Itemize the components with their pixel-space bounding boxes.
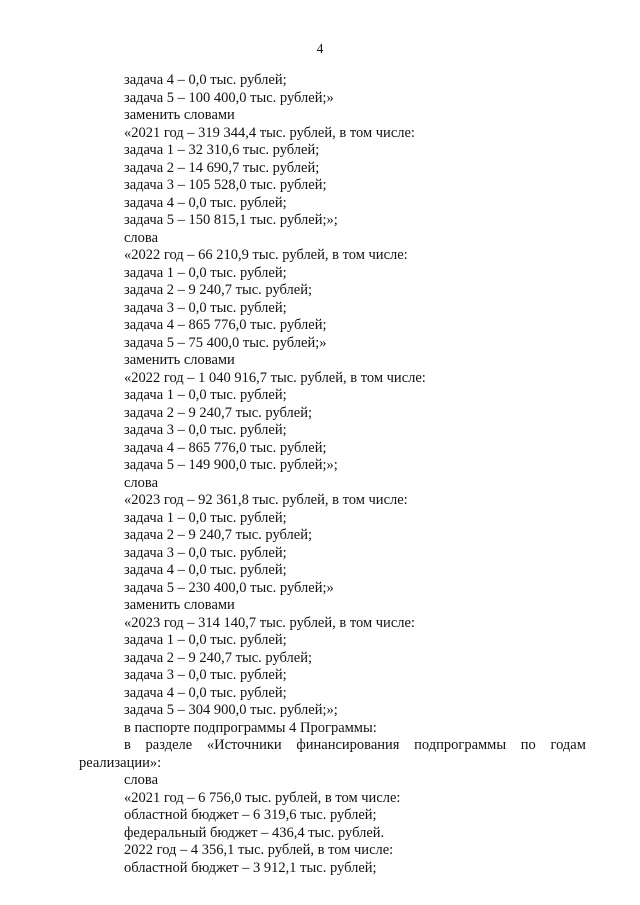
text-line-content: задача 1 – 32 310,6 тыс. рублей; [124, 142, 320, 158]
text-line-content: задача 2 – 9 240,7 тыс. рублей; [124, 527, 312, 543]
text-line-content: задача 5 – 100 400,0 тыс. рублей;» [124, 89, 334, 106]
justified-word: разделе [145, 737, 193, 753]
text-line [0, 475, 640, 493]
text-line-content: задача 3 – 0,0 тыс. рублей; [124, 299, 287, 316]
text-line-content: задача 1 – 0,0 тыс. рублей; [124, 632, 287, 648]
text-line [0, 667, 640, 685]
text-line-content: «2023 год – 92 361,8 тыс. рублей, в том числе: [124, 492, 408, 508]
text-line [0, 842, 640, 860]
text-line [0, 247, 640, 265]
text-line [0, 265, 640, 283]
text-line [0, 90, 640, 108]
text-line-content: задача 3 – 0,0 тыс. рублей; [124, 667, 287, 683]
text-line-content: задача 4 – 0,0 тыс. рублей; [124, 72, 287, 88]
text-line-content: задача 5 – 230 400,0 тыс. рублей;» [124, 579, 334, 596]
text-line-content: задача 1 – 0,0 тыс. рублей; [124, 264, 287, 281]
text-line [0, 772, 640, 790]
text-line-content: федеральный бюджет – 436,4 тыс. рублей. [124, 824, 385, 841]
text-line-content: задача 5 – 75 400,0 тыс. рублей;» [124, 334, 327, 351]
text-line [0, 457, 640, 475]
justified-word: подпрограммы [414, 737, 507, 753]
text-line [0, 597, 640, 615]
text-line-content: «2022 год – 1 040 916,7 тыс. рублей, в том числе: [124, 369, 426, 386]
text-line [0, 352, 640, 370]
text-line [0, 562, 640, 580]
text-line [0, 545, 640, 563]
text-line [0, 335, 640, 353]
text-line [0, 440, 640, 458]
text-line-content: задача 5 – 304 900,0 тыс. рублей;»; [124, 702, 338, 718]
text-line-content: задача 3 – 105 528,0 тыс. рублей; [124, 177, 327, 193]
text-line [0, 510, 640, 528]
text-line-content: задача 5 – 149 900,0 тыс. рублей;»; [124, 457, 338, 473]
text-line-content: областной бюджет – 6 319,6 тыс. рублей; [124, 807, 377, 823]
text-line-content: слова [124, 772, 159, 788]
text-line [0, 212, 640, 230]
text-line [0, 370, 640, 388]
text-line-content: задача 4 – 865 776,0 тыс. рублей; [124, 317, 327, 333]
page-number: 4 [316, 41, 324, 56]
text-line [0, 317, 640, 335]
text-line-content: в паспорте подпрограммы 4 Программы: [124, 719, 377, 736]
text-line-content: задача 2 – 9 240,7 тыс. рублей; [124, 404, 312, 421]
text-line [0, 125, 640, 143]
text-line [0, 685, 640, 703]
text-line [0, 790, 640, 808]
text-line [0, 860, 640, 878]
text-line [0, 142, 640, 160]
text-line-content: задача 1 – 0,0 тыс. рублей; [124, 509, 287, 526]
paragraph-continuation: реализации»: [79, 754, 162, 771]
text-line-content: слова [124, 474, 159, 491]
text-line [0, 632, 640, 650]
text-line-content: «2021 год – 319 344,4 тыс. рублей, в том числе: [124, 124, 415, 141]
text-line-content: задача 1 – 0,0 тыс. рублей; [124, 387, 287, 403]
text-line-content: «2022 год – 66 210,9 тыс. рублей, в том числе: [124, 247, 408, 263]
text-line-content: задача 4 – 0,0 тыс. рублей; [124, 194, 287, 211]
text-line [0, 580, 640, 598]
justified-word: в [124, 737, 131, 753]
text-line [0, 195, 640, 213]
text-line-content: заменить словами [124, 352, 235, 368]
text-line [0, 807, 640, 825]
text-line-content: заменить словами [124, 107, 235, 123]
text-line [0, 160, 640, 178]
text-line [0, 825, 640, 843]
text-line [0, 422, 640, 440]
text-line [0, 300, 640, 318]
text-line-content: задача 3 – 0,0 тыс. рублей; [124, 422, 287, 438]
text-line [0, 650, 640, 668]
text-line-content: задача 3 – 0,0 тыс. рублей; [124, 544, 287, 561]
text-line-content: задача 2 – 9 240,7 тыс. рублей; [124, 649, 312, 666]
justified-paragraph-line [124, 737, 586, 755]
text-line [0, 720, 640, 738]
text-line [0, 282, 640, 300]
text-line [0, 492, 640, 510]
justified-word: по [520, 737, 536, 753]
text-line [0, 615, 640, 633]
text-line-content: заменить словами [124, 597, 235, 613]
text-line [0, 107, 640, 125]
text-line [0, 177, 640, 195]
text-line-content: 2022 год – 4 356,1 тыс. рублей, в том числе: [124, 842, 394, 858]
document-body [0, 72, 640, 877]
text-line [0, 527, 640, 545]
text-line-content: областной бюджет – 3 912,1 тыс. рублей; [124, 859, 377, 876]
text-line-content: слова [124, 229, 159, 246]
text-line-content: «2021 год – 6 756,0 тыс. рублей, в том числе: [124, 789, 401, 806]
text-line [0, 230, 640, 248]
justified-word: годам [550, 737, 586, 753]
text-line-content: задача 4 – 0,0 тыс. рублей; [124, 562, 287, 578]
text-line-content: задача 5 – 150 815,1 тыс. рублей;»; [124, 212, 338, 228]
text-line [0, 72, 640, 90]
text-line-content: задача 2 – 9 240,7 тыс. рублей; [124, 282, 312, 298]
text-line-content: задача 4 – 0,0 тыс. рублей; [124, 684, 287, 701]
text-line [0, 387, 640, 405]
text-line [0, 702, 640, 720]
text-line-content: «2023 год – 314 140,7 тыс. рублей, в том числе: [124, 614, 415, 631]
justified-word: финансирования [296, 737, 400, 753]
text-line-content: задача 4 – 865 776,0 тыс. рублей; [124, 439, 327, 456]
justified-word: «Источники [206, 737, 282, 753]
text-line-content: задача 2 – 14 690,7 тыс. рублей; [124, 159, 320, 176]
text-line [0, 405, 640, 423]
